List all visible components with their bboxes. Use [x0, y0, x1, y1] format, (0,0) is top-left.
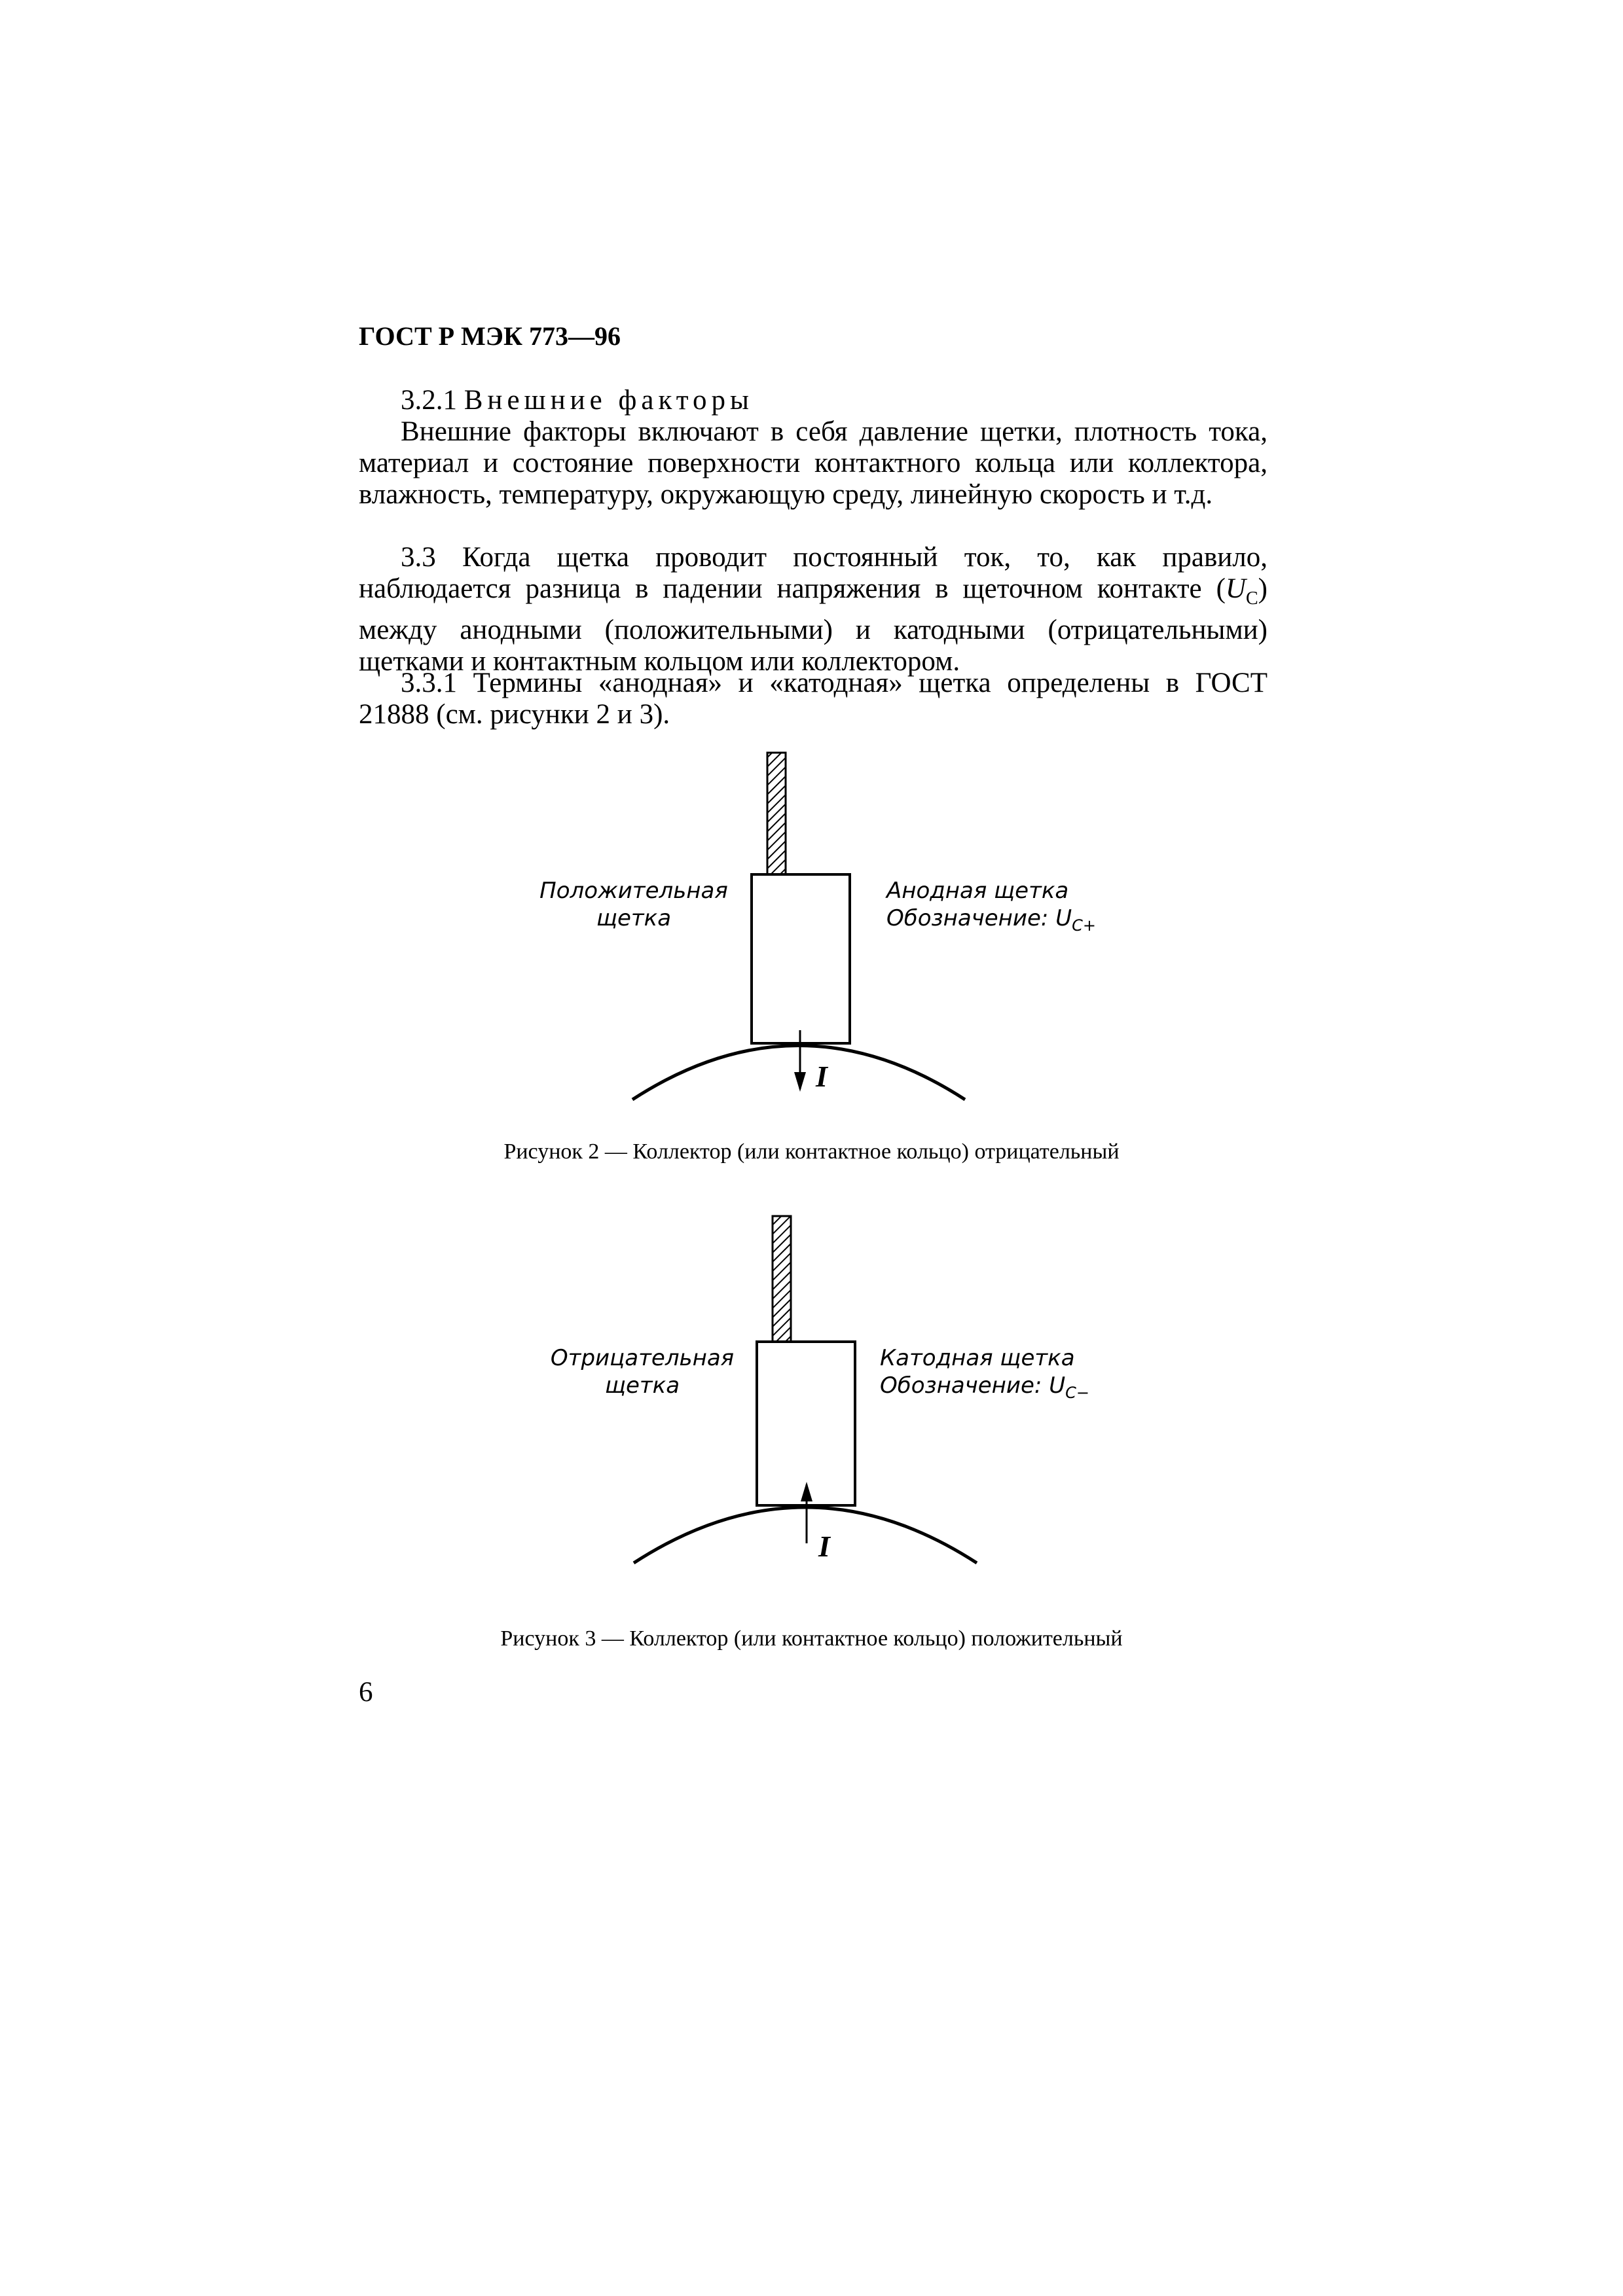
voltage-symbol: U	[1225, 573, 1246, 604]
figure-2	[0, 746, 1623, 1165]
figure-3-drawing	[0, 1210, 1623, 1602]
section-3-3-text	[359, 542, 1267, 677]
figure-3-current-label: I	[818, 1530, 830, 1563]
section-3-2-1-heading	[359, 385, 1267, 416]
figure-2-left-label: Положительная щетка	[539, 878, 728, 931]
figure-3-left-label: Отрицательная щетка	[550, 1345, 735, 1399]
figure-3-caption: Рисунок 3 — Коллектор (или контактное кольцо) положительный	[500, 1626, 1123, 1651]
figure-3	[0, 1210, 1623, 1602]
brush-body	[752, 874, 850, 1043]
section-3-3-1-text: 3.3.1 Термины «анодная» и «катодная» щетка определены в ГОСТ 21888 (см. рисунки 2 и 3).	[359, 668, 1267, 730]
brush-shunt	[767, 753, 786, 874]
page-number: 6	[359, 1677, 373, 1708]
section-title: Внешние факторы	[464, 385, 754, 416]
section-3-2-1-text: Внешние факторы включают в себя давление щетки, плотность тока, материал и состояние поверхности контактного кольца или коллектора, влажность, температуру, окружающую среду, линейную скорость и т.д.	[359, 416, 1267, 510]
document-code: ГОСТ Р МЭК 773—96	[359, 321, 621, 351]
figure-3-right-label: Катодная щетка Обозначение: $U_{C-}$	[880, 1345, 1089, 1402]
section-3-3-text-end: ) между анодными (положительными) и катодными (отрицательными) щетками и контактным кольцом или коллектором.	[359, 573, 1267, 677]
brush-body	[757, 1342, 855, 1505]
figure-2-drawing	[0, 746, 1623, 1165]
current-arrow-head	[794, 1072, 806, 1092]
commutator-arc	[634, 1507, 977, 1563]
figure-2-right-label: Анодная щетка Обозначение: $U_{C+}$	[886, 878, 1096, 935]
figure-2-current-label: I	[816, 1060, 828, 1093]
figure-2-caption: Рисунок 2 — Коллектор (или контактное кольцо) отрицательный	[503, 1139, 1120, 1164]
section-number: 3.2.1	[401, 385, 457, 416]
section-3-3-text-start: 3.3 Когда щетка проводит постоянный ток, то, как правило, наблюдается разница в падении напряжения в щеточном контакте (	[359, 542, 1267, 604]
voltage-symbol-subscript: C	[1245, 588, 1258, 609]
brush-shunt	[773, 1216, 791, 1342]
